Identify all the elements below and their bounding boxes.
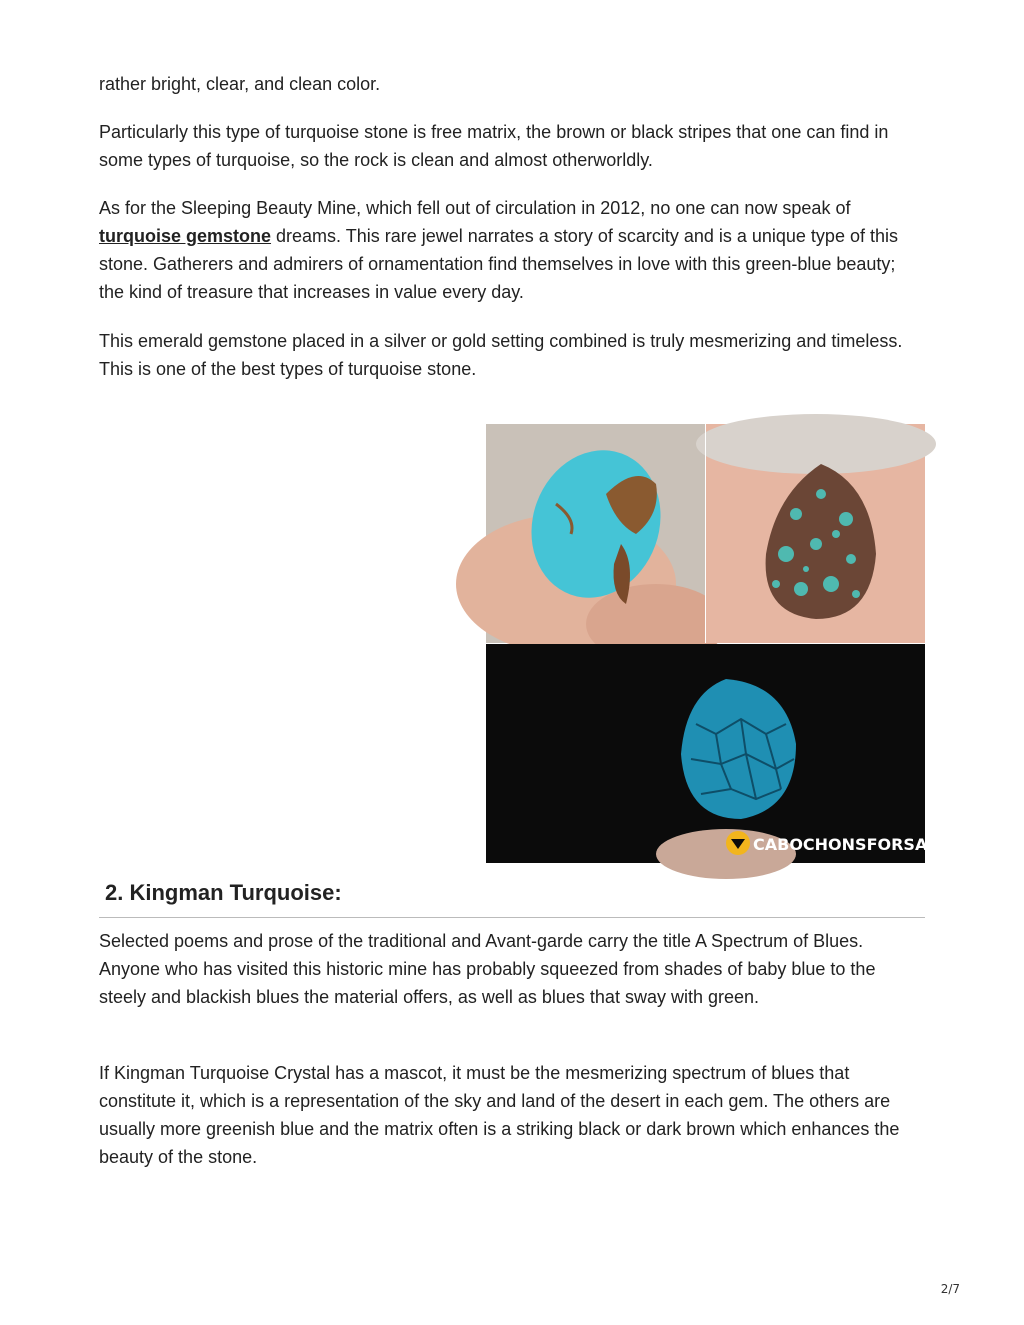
watermark <box>726 831 948 855</box>
turquoise-collage-image <box>486 424 949 863</box>
section-title: 2. Kingman Turquoise: <box>105 880 342 905</box>
paragraph-2: Particularly this type of turquoise stone is free matrix, the brown or black stripes that one can find in some types of turquoise, so the rock is clean and almost otherworldly. <box>99 122 889 170</box>
page-number: 2/7 <box>940 1282 960 1296</box>
panel-top-right <box>696 414 936 643</box>
paragraph-1: rather bright, clear, and clean color. <box>99 74 381 94</box>
panel-bottom <box>486 644 948 879</box>
paragraph-5: Selected poems and prose of the traditional and Avant-garde carry the title A Spectrum of Blues. Anyone who has visited this historic mine has probably squeezed from shades of baby blue to the steely and blackish blues the material offers, as well as blues that sway with green. <box>99 931 876 1007</box>
turquoise-collage-graphic <box>486 424 949 863</box>
paragraph-6: If Kingman Turquoise Crystal has a mascot, it must be the mesmerizing spectrum of blues that constitute it, which is a representation of the sky and land of the desert in each gem. The others are usually more greenish blue and the matrix often is a striking black or dark brown which enhances the beauty of the stone. <box>99 1063 900 1167</box>
panel-top-left <box>456 424 726 664</box>
paragraph-3-text-before: As for the Sleeping Beauty Mine, which fell out of circulation in 2012, no one can now speak of <box>99 198 851 218</box>
paragraph-3 <box>99 194 925 306</box>
paragraph-4: This emerald gemstone placed in a silver or gold setting combined is truly mesmerizing and timeless. This is one of the best types of turquoise stone. <box>99 331 903 379</box>
paragraph-3-text-after: dreams. This rare jewel narrates a story of scarcity and is a unique type of this stone. Gatherers and admirers of ornamentation find themselves in love with this green-blue beauty; the kind of treasure that increases in value every day. <box>99 226 898 302</box>
turquoise-gemstone-link[interactable]: turquoise gemstone <box>99 226 272 246</box>
section-heading <box>99 878 925 918</box>
watermark-text: CABOCHONSFORSALE <box>753 835 949 854</box>
